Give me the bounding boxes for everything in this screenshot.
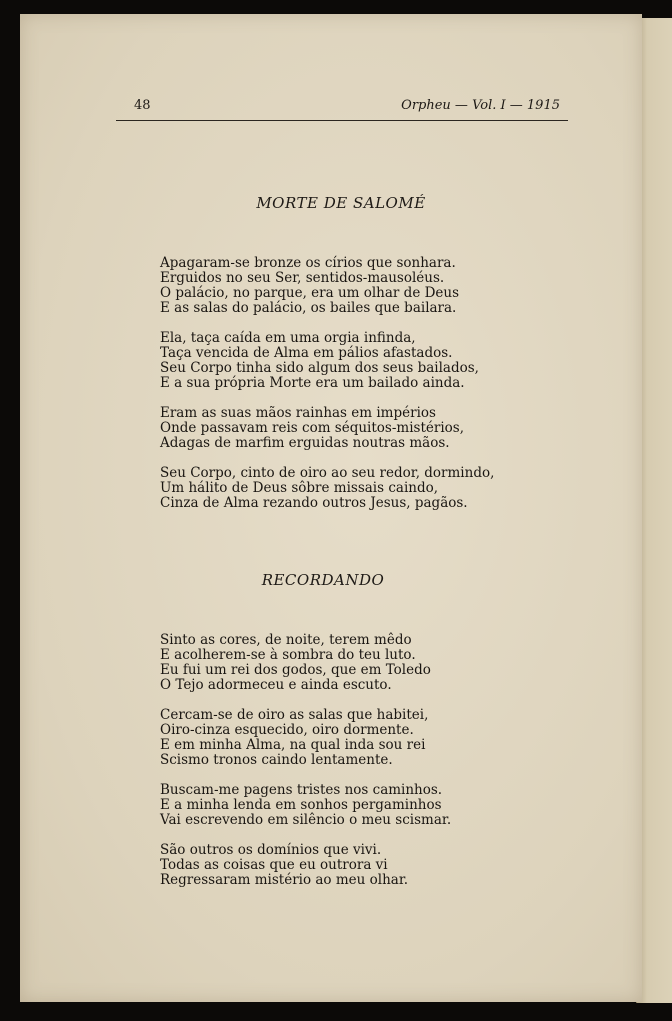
stanza	[160, 406, 494, 451]
verse-line: Vai escrevendo em silêncio o meu scismar.	[160, 812, 452, 828]
verse-line: E as salas do palácio, os bailes que bailara.	[160, 300, 457, 316]
verse-line: Eram as suas mãos rainhas em impérios	[160, 405, 436, 421]
verse-line: Sinto as cores, de noite, terem mêdo	[160, 632, 412, 648]
verse-line: Adagas de marfim erguidas noutras mãos.	[160, 435, 450, 451]
verse-line: Oiro-cinza esquecido, oiro dormente.	[160, 722, 414, 738]
verse-line: Todas as coisas que eu outrora vi	[160, 857, 388, 873]
verse-line: Onde passavam reis com séquitos-mistérios,	[160, 420, 465, 436]
running-header	[116, 98, 568, 121]
stanza	[160, 843, 451, 888]
verse-line: Scismo tronos caindo lentamente.	[160, 752, 393, 768]
verse-line: E acolherem-se à sombra do teu luto.	[160, 647, 416, 663]
verse-line: E em minha Alma, na qual inda sou rei	[160, 737, 426, 753]
poem-body	[160, 256, 494, 526]
verse-line: Seu Corpo, cinto de oiro ao seu redor, dormindo,	[160, 465, 495, 481]
stanza	[160, 708, 451, 768]
verse-line: Buscam-me pagens tristes nos caminhos.	[160, 782, 443, 798]
stanza	[160, 256, 494, 316]
poem-title: MORTE DE SALOMÉ	[256, 194, 426, 212]
verse-line: O palácio, no parque, era um olhar de Deus	[160, 285, 460, 301]
verse-line: Cinza de Alma rezando outros Jesus, pagãos.	[160, 495, 468, 511]
verse-line: Um hálito de Deus sôbre missais caindo,	[160, 480, 439, 496]
stanza	[160, 466, 494, 511]
verse-line: Apagaram-se bronze os círios que sonhara.	[160, 255, 456, 271]
verse-line: Ela, taça caída em uma orgia infinda,	[160, 330, 416, 346]
journal-title: Orpheu — Vol. I — 1915	[401, 98, 560, 113]
book-page	[20, 14, 642, 1002]
poem-title: RECORDANDO	[261, 571, 385, 589]
verse-line: São outros os domínios que vivi.	[160, 842, 382, 858]
page-number: 48	[134, 98, 151, 113]
verse-line: O Tejo adormeceu e ainda escuto.	[160, 677, 392, 693]
verse-line: E a sua própria Morte era um bailado ainda.	[160, 375, 465, 391]
verse-line: Cercam-se de oiro as salas que habitei,	[160, 707, 429, 723]
verse-line: Erguidos no seu Ser, sentidos-mausoléus.	[160, 270, 445, 286]
stanza	[160, 331, 494, 391]
verse-line: Regressaram mistério ao meu olhar.	[160, 872, 409, 888]
verse-line: Seu Corpo tinha sido algum dos seus bailados,	[160, 360, 479, 376]
verse-line: E a minha lenda em sonhos pergaminhos	[160, 797, 442, 813]
poem-body	[160, 633, 451, 903]
verse-line: Taça vencida de Alma em pálios afastados.	[160, 345, 453, 361]
verse-line: Eu fui um rei dos godos, que em Toledo	[160, 662, 431, 678]
stanza	[160, 633, 451, 693]
stanza	[160, 783, 451, 828]
